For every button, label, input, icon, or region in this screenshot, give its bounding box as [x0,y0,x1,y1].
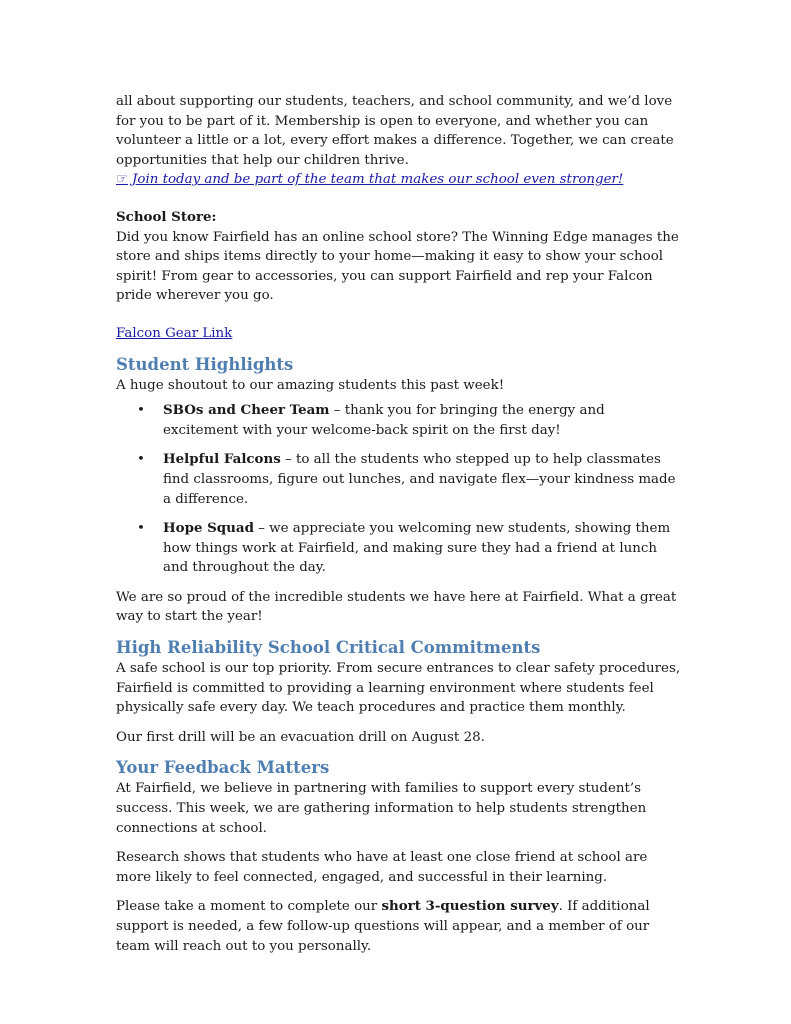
highlight-title: Hope Squad [163,520,254,537]
feedback-heading: Your Feedback Matters [116,758,330,778]
list-item [137,401,681,440]
highlight-title: SBOs and Cheer Team [163,402,330,419]
hrs-paragraph: A safe school is our top priority. From secure entrances to clear safety procedures, Fairfield is committed to providing a learning environment where students feel physically safe every day. We teach procedures and practice them monthly. [116,661,681,716]
highlights-closing: We are so proud of the incredible students we have here at Fairfield. What a great way to start the year! [116,589,677,625]
list-item [137,519,681,578]
bullet-icon: • [137,452,145,468]
hrs-heading: High Reliability School Critical Commitments [116,638,541,658]
highlight-title: Helpful Falcons [163,451,281,468]
pointing-hand-icon: ☞ [116,172,129,188]
membership-paragraph: all about supporting our students, teachers, and school community, and we’d love for you to be part of it. Membership is open to everyone, and whether you can volunteer a little or a lot, every effort makes a difference. Together, we can create opportunities that help our children thrive. [116,94,674,168]
feedback-paragraph-1: At Fairfield, we believe in partnering with families to support every student’s success. This week, we are gathering information to help students strengthen connections at school. [116,781,647,836]
survey-text-before: Please take a moment to complete our [116,899,382,915]
survey-text-after: . If additional support is needed, a few follow-up questions will appear, and a member of our team will reach out to you personally. [116,899,650,954]
bullet-icon: • [137,403,145,419]
student-highlights-intro: A huge shoutout to our amazing students this past week! [116,377,505,393]
bullet-icon: • [137,521,145,537]
feedback-paragraph-3 [116,897,681,956]
school-store-heading: School Store: [116,208,217,225]
drill-paragraph: Our first drill will be an evacuation drill on August 28. [116,729,485,745]
join-link[interactable]: Join today and be part of the team that makes our school even stronger! [132,172,624,188]
list-item [137,450,681,509]
highlight-text: – we appreciate you welcoming new students, showing them how things work at Fairfield, and making sure they had a friend at lunch and throughout the day. [163,521,671,576]
highlights-list [116,401,681,578]
highlight-text: – thank you for bringing the energy and excitement with your welcome-back spirit on the first day! [163,403,605,438]
school-store-paragraph: Did you know Fairfield has an online school store? The Winning Edge manages the store and ships items directly to your home—making it easy to show your school spirit! From gear to accessories, you can support Fairfield and rep your Falcon pride wherever you go. [116,229,679,304]
join-link-line[interactable] [116,170,681,190]
highlight-text: – to all the students who stepped up to help classmates find classrooms, figure out lunches, and navigate flex—your kindness made a difference. [163,452,676,507]
feedback-paragraph-2: Research shows that students who have at least one close friend at school are more likely to feel connected, engaged, and successful in their learning. [116,850,648,885]
falcon-gear-link[interactable]: Falcon Gear Link [116,325,233,341]
student-highlights-heading: Student Highlights [116,354,294,374]
survey-highlight: short 3-question survey [381,898,559,915]
